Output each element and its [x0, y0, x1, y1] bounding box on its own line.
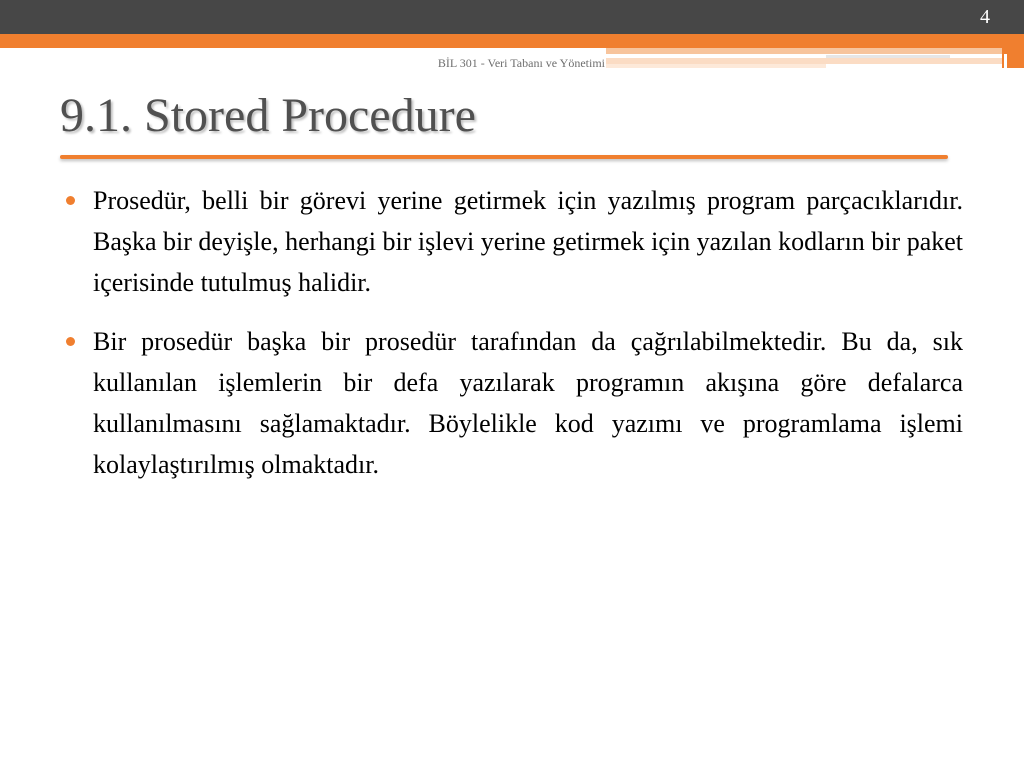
bullet-text: Prosedür, belli bir görevi yerine getirmek için yazılmış program parçacıklarıdır. Başka bir deyişle, herhangi bir işlevi yerine getirmek için yazılan kodların bir paket içerisinde tutulmuş halidir. — [93, 186, 963, 297]
bullet-list — [60, 180, 963, 503]
slide-title: 9.1. Stored Procedure — [60, 89, 476, 142]
top-bar — [0, 0, 1024, 34]
bullet-item — [60, 180, 963, 303]
course-subject: BİL 301 - Veri Tabanı ve Yönetimi — [437, 56, 605, 70]
title-underline — [60, 155, 948, 159]
decor-stripe — [1004, 54, 1007, 68]
accent-band — [0, 34, 1024, 48]
decor-stripe — [606, 64, 826, 68]
bullet-text: Bir prosedür başka bir prosedür tarafından da çağrılabilmektedir. Bu da, sık kullanılan işlemlerin bir defa yazılarak programın akışına göre defalarca kullanılmasını sağlamaktadır. Böylelikle kod yazımı ve programlama işlemi kolaylaştırılmış olmaktadır. — [93, 327, 963, 479]
bullet-item — [60, 321, 963, 485]
bullet-dot-icon — [66, 196, 75, 205]
bullet-dot-icon — [66, 337, 75, 346]
slide-number: 4 — [980, 6, 990, 28]
